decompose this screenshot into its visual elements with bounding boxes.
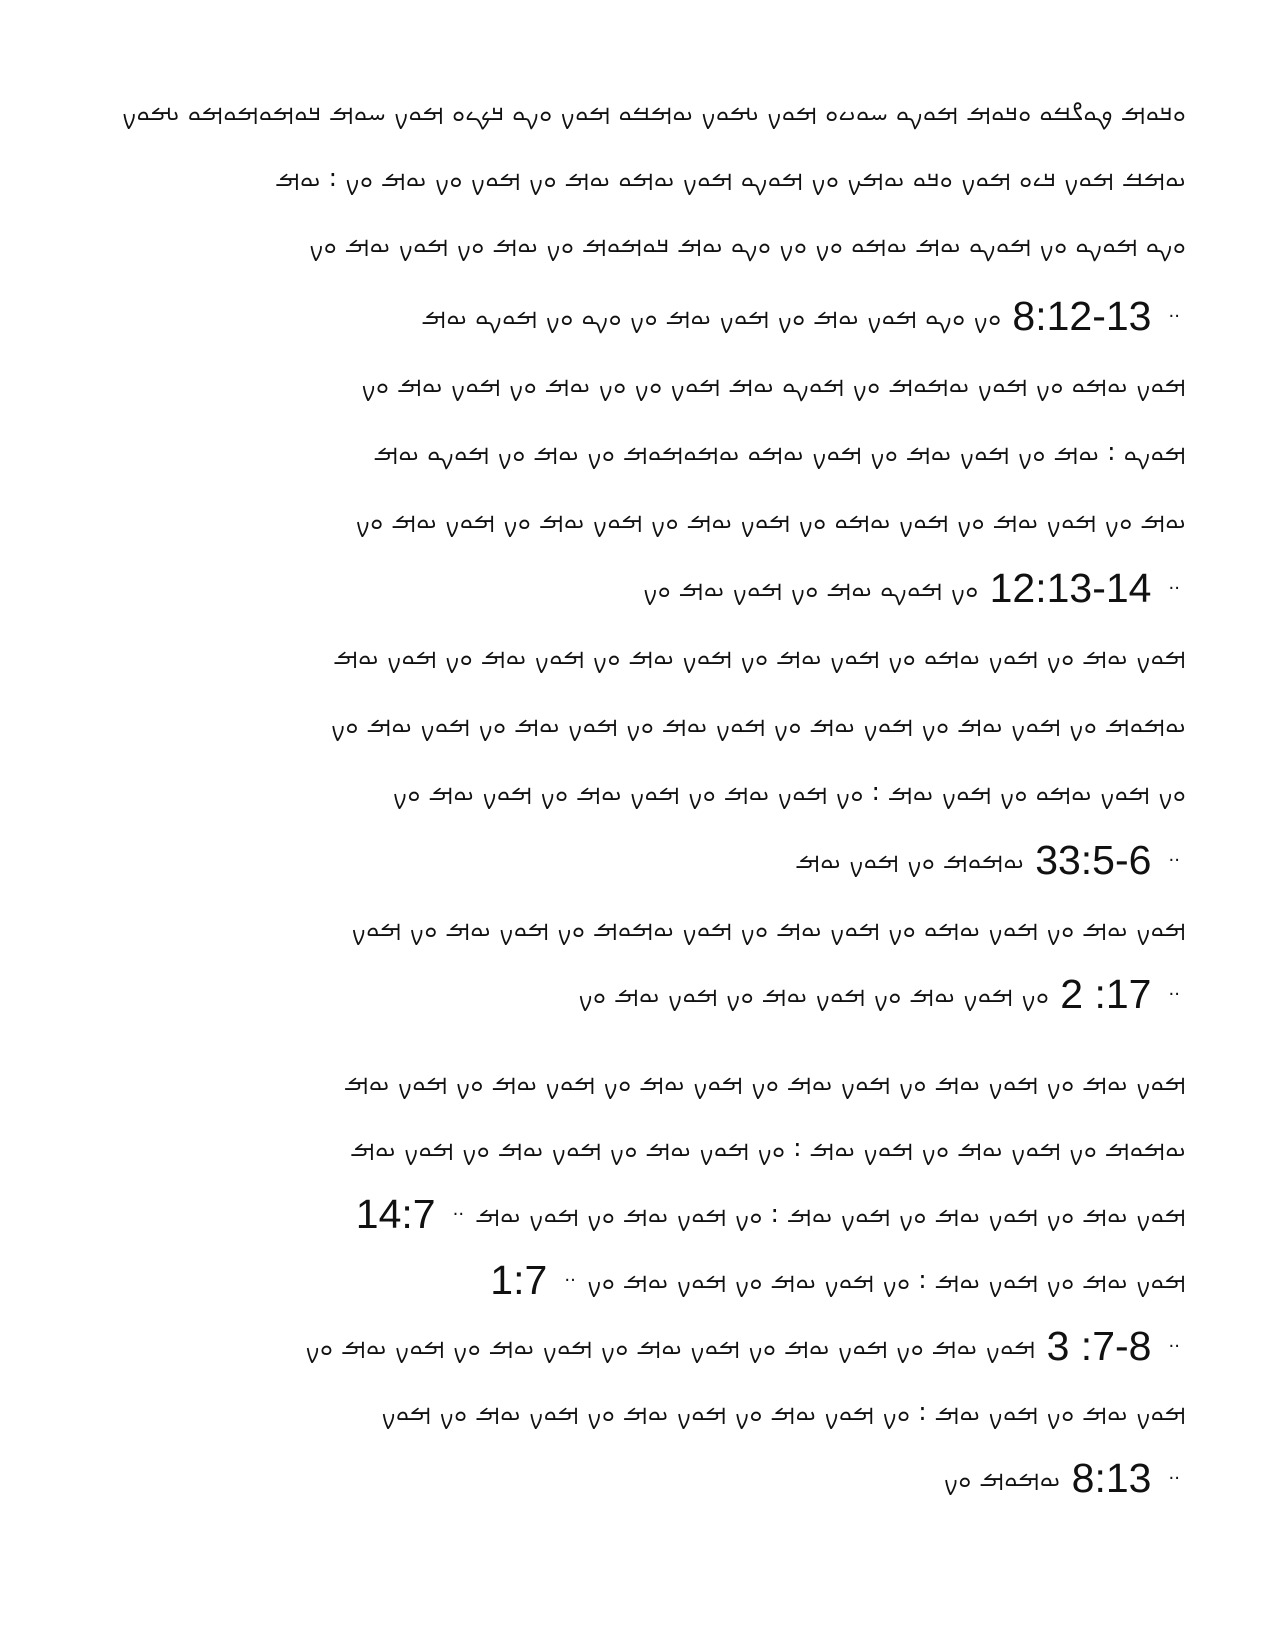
text-line bbox=[96, 696, 1186, 752]
script-text: ࡀࡍ ࡌࡀࡍ ࡅࡀࡌ ࡀࡍ ࡌࡀࡍ ࡅࡀࡌ ࡀࡍ ࡌࡀࡍ ࡅࡀࡌ ࡀࡍ bbox=[578, 979, 1050, 1008]
script-text: ࡌࡀࡍ ࡅࡀࡌ ࡀࡍ ࡌࡀࡍ ࡅࡀࡌࡀ ࡀࡍ ࡌࡀࡍ ࡅࡀࡌ ࡀࡍ ࡌࡀࡍ ࡅࡀࡌ ࡀࡍ ࡌࡀࡍ ࡅࡀࡌ ࡀࡍ ࡌࡀࡍ ࡅࡀࡌ bbox=[333, 641, 1186, 670]
text-line bbox=[96, 492, 1186, 548]
text-line bbox=[96, 150, 1186, 206]
text-line bbox=[96, 288, 1186, 344]
script-text: ࡅࡀࡌࡓ ࡌࡀࡍ ࡃࡉࡀ ࡌࡀࡍ ࡀࡃࡀ ࡅࡀࡌࡍ ࡀࡍ ࡌࡀࡍࡀ ࡌࡀࡍ ࡅࡀࡌࡀ ࡅࡀࡌ ࡀࡍ ࡌࡀࡍ ࡀࡍ ࡅࡀࡌ ࡀࡍ : ࡅࡀࡌ bbox=[275, 163, 1186, 192]
verse-reference: 8:12-13 bbox=[1012, 293, 1152, 339]
text-line bbox=[96, 1318, 1186, 1374]
script-text: ࡀࡍࡀ ࡌࡀࡍࡀ ࡀࡍ ࡌࡀࡍࡀ ࡅࡀࡌ ࡅࡀࡌࡀ ࡀࡍ ࡀࡍ ࡀࡍࡀ ࡅࡀࡌ ࡃࡀࡌࡀࡌ ࡀࡍ ࡅࡀࡌ ࡀࡍ ࡌࡀࡍ ࡅࡀࡌ ࡀࡍ bbox=[308, 229, 1186, 258]
verse-reference: 33:5-6 bbox=[1035, 837, 1152, 883]
text-line bbox=[96, 832, 1186, 888]
script-text: ࡌࡀࡍ ࡅࡀࡌ ࡀࡍ ࡌࡀࡍ ࡅࡀࡌ ࡀࡍ ࡌࡀࡍ ࡅࡀࡌ : ࡀࡍ ࡌࡀࡍ ࡅࡀࡌ ࡀࡍ ࡌࡀࡍ ࡅࡀࡌ bbox=[475, 1199, 1186, 1228]
verse-separator: ·· bbox=[1168, 983, 1180, 1005]
text-line bbox=[96, 1054, 1186, 1110]
script-text: ࡌࡀࡍ ࡅࡀࡌ ࡀࡍ ࡌࡀࡍ ࡅࡀࡌ ࡀࡍ ࡌࡀࡍ ࡅࡀࡌ ࡀࡍ ࡌࡀࡍ ࡅࡀࡌ ࡀࡍ ࡌࡀࡍ ࡅࡀࡌ ࡀࡍ bbox=[305, 1331, 1036, 1360]
script-text: ࡌࡀࡍ ࡅࡀࡌࡀ ࡀࡍ ࡌࡀࡍ ࡅࡀࡌࡀࡌ ࡀࡍ ࡌࡀࡍࡀ ࡅࡀࡌ ࡌࡀࡍ ࡀࡍ ࡀࡍ ࡅࡀࡌ ࡀࡍ ࡌࡀࡍ ࡅࡀࡌ ࡀࡍ bbox=[361, 369, 1186, 398]
verse-reference: 3 :7-8 bbox=[1046, 1323, 1152, 1369]
verse-separator: ·· bbox=[1168, 577, 1180, 599]
text-line bbox=[96, 216, 1186, 272]
verse-separator: ·· bbox=[1168, 305, 1180, 327]
verse-separator: ·· bbox=[1168, 1467, 1180, 1489]
script-text: ࡌࡀࡍ ࡅࡀࡌ ࡀࡍ ࡌࡀࡍ ࡅࡀࡌ ࡀࡍ ࡌࡀࡍ ࡅࡀࡌ ࡀࡍ ࡌࡀࡍ ࡅࡀࡌ ࡀࡍ ࡌࡀࡍ ࡅࡀࡌ ࡀࡍ ࡌࡀࡍ ࡅࡀࡌ bbox=[343, 1067, 1186, 1096]
text-line bbox=[96, 1450, 1186, 1506]
script-text: ࡀࡍ ࡌࡀࡍࡀ ࡅࡀࡌ ࡀࡍ ࡌࡀࡍ ࡅࡀࡌ ࡀࡍ bbox=[642, 573, 979, 602]
text-line bbox=[96, 900, 1186, 956]
script-text: ࡀࡍ ࡌࡀࡍ ࡅࡀࡌࡀ ࡀࡍ ࡌࡀࡍ ࡅࡀࡌ : ࡀࡍ ࡌࡀࡍ ࡅࡀࡌ ࡀࡍ ࡌࡀࡍ ࡅࡀࡌ ࡀࡍ ࡌࡀࡍ ࡅࡀࡌ ࡀࡍ bbox=[392, 777, 1186, 806]
text-line bbox=[96, 628, 1186, 684]
script-text: ࡅࡀࡌࡀࡌ ࡀࡍ bbox=[943, 1463, 1061, 1492]
verse-reference: 14:7 bbox=[355, 1191, 436, 1237]
verse-separator: ·· bbox=[452, 1203, 465, 1225]
script-text: ࡅࡀࡌࡀࡌ ࡀࡍ ࡌࡀࡍ ࡅࡀࡌ bbox=[795, 845, 1025, 874]
verse-reference: 8:13 bbox=[1071, 1455, 1152, 1501]
verse-reference: 12:13-14 bbox=[989, 565, 1152, 611]
verse-reference: 1:7 bbox=[490, 1257, 548, 1303]
verse-separator: ·· bbox=[1168, 849, 1180, 871]
verse-separator: ·· bbox=[564, 1269, 576, 1291]
text-line bbox=[96, 424, 1186, 480]
script-text: ࡅࡀࡌ ࡀࡍ ࡌࡀࡍ ࡅࡀࡌ ࡀࡍ ࡌࡀࡍ ࡅࡀࡌࡀ ࡀࡍ ࡌࡀࡍ ࡅࡀࡌ ࡀࡍ ࡌࡀࡍ ࡅࡀࡌ ࡀࡍ ࡌࡀࡍ ࡅࡀࡌ ࡀࡍ bbox=[355, 505, 1186, 534]
text-line bbox=[96, 560, 1186, 616]
script-text: ࡅࡀࡌࡀࡌ ࡀࡍ ࡌࡀࡍ ࡅࡀࡌ ࡀࡍ ࡌࡀࡍ ࡅࡀࡌ ࡀࡍ ࡌࡀࡍ ࡅࡀࡌ ࡀࡍ ࡌࡀࡍ ࡅࡀࡌ ࡀࡍ ࡌࡀࡍ ࡅࡀࡌ ࡀࡍ bbox=[330, 709, 1186, 738]
text-line bbox=[96, 764, 1186, 820]
text-line bbox=[96, 356, 1186, 412]
verse-reference: 2 :17 bbox=[1060, 971, 1152, 1017]
text-line bbox=[96, 1120, 1186, 1176]
text-line bbox=[96, 1252, 1186, 1308]
script-text: ࡌࡀࡍࡀ : ࡅࡀࡌ ࡀࡍ ࡌࡀࡍ ࡅࡀࡌ ࡀࡍ ࡌࡀࡍ ࡅࡀࡌࡀ ࡅࡀࡌࡀࡌࡀࡌ ࡀࡍ ࡅࡀࡌ ࡀࡍ ࡌࡀࡍࡀ ࡅࡀࡌ bbox=[373, 437, 1186, 466]
script-text: ࡌࡀࡍ ࡅࡀࡌ ࡀࡍ ࡌࡀࡍ ࡅࡀࡌ : ࡀࡍ ࡌࡀࡍ ࡅࡀࡌ ࡀࡍ ࡌࡀࡍ ࡅࡀࡌ ࡀࡍ bbox=[586, 1265, 1186, 1294]
script-text: ࡌࡀࡍ ࡅࡀࡌ ࡀࡍ ࡌࡀࡍ ࡅࡀࡌ : ࡀࡍ ࡌࡀࡍ ࡅࡀࡌ ࡀࡍ ࡌࡀࡍ ࡅࡀࡌ ࡀࡍ ࡌࡀࡍ ࡅࡀࡌ ࡀࡍ ࡌࡀࡍ bbox=[381, 1397, 1186, 1426]
verse-separator: ·· bbox=[1168, 1335, 1180, 1357]
script-text: ࡀࡍ ࡀࡍࡀ ࡌࡀࡍ ࡅࡀࡌ ࡀࡍ ࡌࡀࡍ ࡅࡀࡌ ࡀࡍ ࡀࡍࡀ ࡀࡍ ࡌࡀࡍࡀ ࡅࡀࡌ bbox=[421, 301, 1002, 330]
text-line bbox=[96, 1384, 1186, 1440]
script-text: ࡌࡀࡍ ࡅࡀࡌ ࡀࡍ ࡌࡀࡍ ࡅࡀࡌࡀ ࡀࡍ ࡌࡀࡍ ࡅࡀࡌ ࡀࡍ ࡌࡀࡍ ࡅࡀࡌࡀࡌ ࡀࡍ ࡌࡀࡍ ࡅࡀࡌ ࡀࡍ ࡌࡀࡍ bbox=[351, 913, 1186, 942]
script-text: ࡀࡃࡀࡌ ࡐࡀࡂࡓࡀ ࡀࡃࡀࡌ ࡌࡀࡍࡀ ࡄࡀࡅࡉࡀ ࡌࡀࡍ ࡅࡌࡀࡍ ࡅࡀࡌࡓࡀ ࡌࡀࡍ ࡀࡍࡀ ࡃࡊࡉࡀ ࡌࡀࡍ ࡄࡀࡌ ࡃࡀࡌࡀࡌࡀࡌࡀ ࡅࡌࡀࡍ bbox=[121, 97, 1186, 126]
script-text: ࡅࡀࡌࡀࡌ ࡀࡍ ࡌࡀࡍ ࡅࡀࡌ ࡀࡍ ࡌࡀࡍ ࡅࡀࡌ : ࡀࡍ ࡌࡀࡍ ࡅࡀࡌ ࡀࡍ ࡌࡀࡍ ࡅࡀࡌ ࡀࡍ ࡌࡀࡍ ࡅࡀࡌ bbox=[350, 1133, 1186, 1162]
text-line bbox=[96, 84, 1186, 140]
text-line bbox=[96, 1186, 1186, 1242]
text-line bbox=[96, 966, 1186, 1022]
